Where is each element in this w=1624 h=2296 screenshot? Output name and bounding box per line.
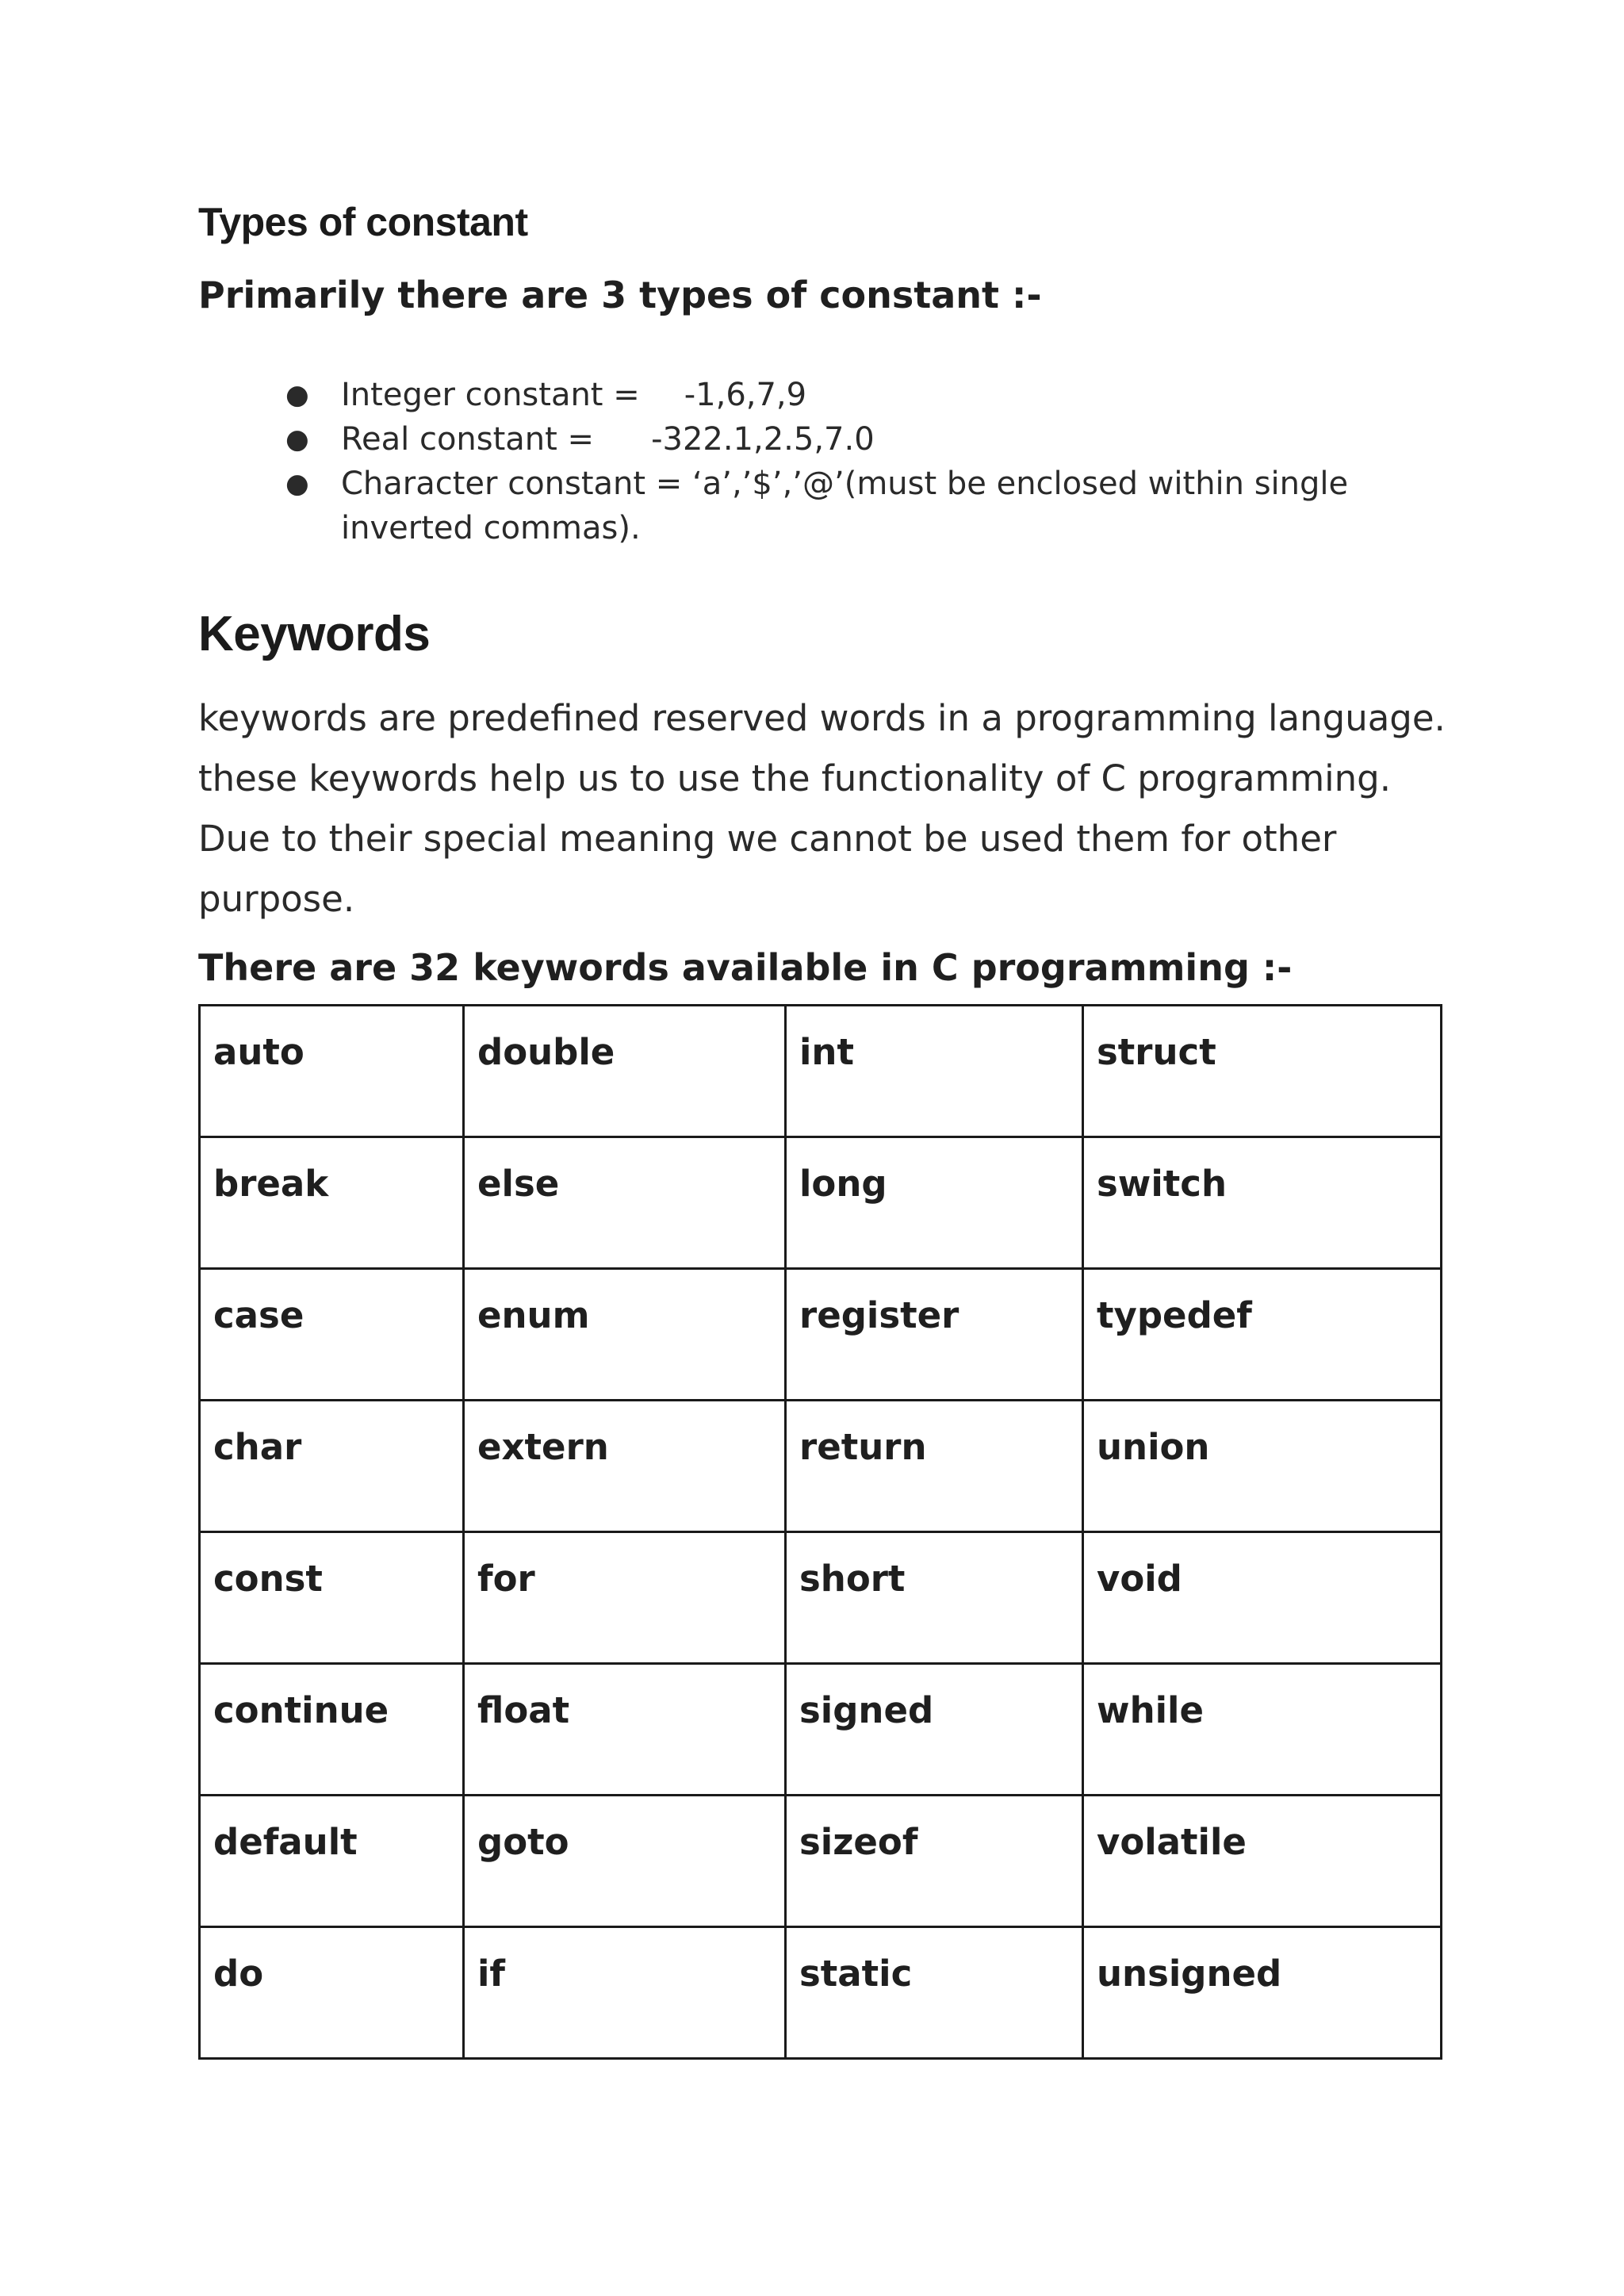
table-cell: auto [200,1006,464,1137]
bullet-icon: ● [285,379,309,411]
table-cell: sizeof [786,1796,1083,1927]
table-row [200,1796,1442,1927]
keywords-table [198,1004,1442,2060]
table-cell: void [1083,1532,1442,1664]
table-cell: signed [786,1664,1083,1796]
table-cell: register [786,1269,1083,1401]
table-cell: volatile [1083,1796,1442,1927]
table-cell: case [200,1269,464,1401]
table-cell: enum [464,1269,786,1401]
bullet-icon: ● [285,468,309,500]
table-cell: else [464,1137,786,1269]
table-cell: typedef [1083,1269,1442,1401]
table-cell: default [200,1796,464,1927]
table-row [200,1137,1442,1269]
table-cell: short [786,1532,1083,1664]
table-cell: static [786,1927,1083,2059]
table-cell: double [464,1006,786,1137]
table-cell: do [200,1927,464,2059]
real-constant-value: -322.1,2.5,7.0 [651,421,875,458]
table-cell: switch [1083,1137,1442,1269]
table-cell: long [786,1137,1083,1269]
real-constant-label: Real constant = [341,421,595,458]
table-cell: break [200,1137,464,1269]
table-row [200,1006,1442,1137]
table-cell: extern [464,1401,786,1532]
bullet-icon: ● [285,424,309,455]
table-cell: if [464,1927,786,2059]
table-cell: return [786,1401,1083,1532]
table-row [200,1664,1442,1796]
table-cell: const [200,1532,464,1664]
integer-constant-label: Integer constant = [341,377,640,413]
table-cell: union [1083,1401,1442,1532]
table-row [200,1401,1442,1532]
table-cell: while [1083,1664,1442,1796]
constant-types-list [285,373,1411,550]
table-cell: continue [200,1664,464,1796]
table-cell: goto [464,1796,786,1927]
table-row [200,1269,1442,1401]
primarily-types-heading: Primarily there are 3 types of constant :- [198,274,1042,316]
list-item-character-constant [285,462,1411,550]
list-item-real-constant [285,417,1411,462]
character-constant-text: Character constant = ‘a’,’$’,’@’(must be enclosed within single inverted commas). [341,466,1349,546]
keywords-heading: Keywords [198,607,431,661]
table-cell: int [786,1006,1083,1137]
table-row [200,1532,1442,1664]
table-row [200,1927,1442,2059]
table-cell: for [464,1532,786,1664]
keywords-count-heading: There are 32 keywords available in C programming :- [198,946,1293,989]
table-cell: unsigned [1083,1927,1442,2059]
integer-constant-value: -1,6,7,9 [684,377,807,413]
types-of-constant-heading: Types of constant [198,200,528,244]
table-cell: char [200,1401,464,1532]
table-cell: float [464,1664,786,1796]
list-item-integer-constant [285,373,1411,417]
table-cell: struct [1083,1006,1442,1137]
keywords-paragraph: keywords are predefined reserved words in a programming language. these keywords help us to use the functionality of C programming. Due to their special meaning we cannot be used them for other purpose. [198,697,1446,920]
